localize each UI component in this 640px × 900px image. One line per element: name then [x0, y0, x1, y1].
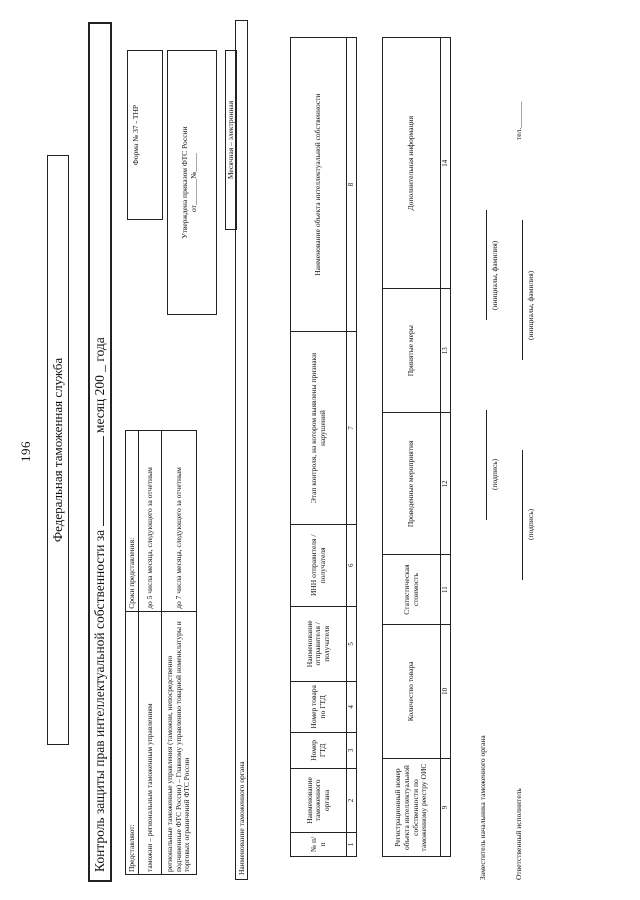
period-blank — [91, 436, 104, 526]
t1-header-2: Наименование таможенного органа — [291, 768, 347, 832]
approval-date: от_______№_____ — [189, 152, 198, 213]
deadlines-header: Сроки представления: — [126, 431, 139, 612]
t1-header-4: Номер товара по ГТД — [291, 681, 347, 732]
t1-header-5: Наименование отправителя / получателя — [291, 606, 347, 681]
phone-label: тел._______ — [514, 101, 523, 140]
service-header — [47, 155, 69, 745]
t2-header-12: Проведенные мероприятия — [383, 413, 441, 555]
t1-header-3: Номер ГТД — [291, 732, 347, 768]
t2-num-11: 11 — [441, 555, 451, 624]
approval-box — [167, 50, 217, 315]
report-title: Контроль защиты прав интеллектуальной собственности за — [92, 529, 107, 872]
executor-initials-caption: (инициалы, фамилия) — [526, 270, 535, 340]
submission-table — [125, 430, 197, 875]
form-number-box — [127, 50, 163, 220]
t1-header-7: Этап контроля, на котором выявлены признаки нарушений — [291, 332, 347, 525]
periodicity: Месячная – электронная — [226, 100, 235, 180]
deputy-name-line — [486, 210, 487, 320]
t2-header-10: Количество товара — [383, 624, 441, 758]
t2-header-13: Принятые меры — [383, 289, 441, 413]
customs-body-label: Наименование таможенного органа — [237, 761, 246, 875]
data-table-2 — [382, 37, 451, 857]
executor-label: Ответственный исполнитель — [514, 788, 523, 880]
t1-header-1: № п/п — [291, 832, 347, 856]
executor-name-line — [522, 220, 523, 360]
t2-num-12: 12 — [441, 413, 451, 555]
t1-header-6: ИНН отправителя / получателя — [291, 524, 347, 606]
t1-num-7: 7 — [347, 332, 357, 525]
deputy-initials-caption: (инициалы, фамилия) — [490, 240, 499, 310]
deputy-signature-label: Заместитель начальника таможенного органа — [478, 735, 487, 880]
t1-num-1: 1 — [347, 832, 357, 856]
presenter-row-2: региональные таможенные управления (таможни, непосредственно подчиненные ФТС России) – Главному управлению товарной номенклатуры и торговых ограничений ФТС России — [162, 611, 197, 874]
t2-header-9: Регистрационный номер объекта интеллектуальной собственности по таможенному реестру ОИС — [383, 759, 441, 857]
t1-num-6: 6 — [347, 524, 357, 606]
t2-num-14: 14 — [441, 38, 451, 289]
t2-num-13: 13 — [441, 289, 451, 413]
presenters-header: Представляют: — [126, 611, 139, 874]
period-suffix: месяц 200 _ года — [92, 337, 107, 434]
t1-num-3: 3 — [347, 732, 357, 768]
approval-text: Утверждена приказом ФТС России — [180, 126, 189, 239]
t1-num-4: 4 — [347, 681, 357, 732]
t1-num-8: 8 — [347, 38, 357, 332]
deadline-row-1: до 5 числа месяца, следующего за отчетным — [139, 431, 162, 612]
t1-num-2: 2 — [347, 768, 357, 832]
t2-num-9: 9 — [441, 759, 451, 857]
t2-header-14: Дополнительная информация — [383, 38, 441, 289]
executor-sign-caption: (подпись) — [526, 508, 535, 540]
deadline-row-2: до 7 числа месяца, следующего за отчетным — [162, 431, 197, 612]
page-number: 196 — [18, 441, 33, 462]
t1-num-5: 5 — [347, 606, 357, 681]
executor-signature-line — [522, 450, 523, 580]
service-name: Федеральная таможенная служба — [50, 357, 65, 543]
form-number: Форма № 37 - ТНР — [131, 104, 140, 166]
customs-body-box — [235, 20, 248, 880]
presenter-row-1: таможни – региональным таможенным управлениям — [139, 611, 162, 874]
t2-header-11: Статистическая стоимость — [383, 555, 441, 624]
t1-header-8: Наименование объекта интеллектуальной собственности — [291, 38, 347, 332]
t2-num-10: 10 — [441, 624, 451, 758]
deputy-sign-caption: (подпись) — [490, 458, 499, 490]
data-table-1 — [290, 37, 357, 857]
deputy-signature-line — [486, 410, 487, 520]
report-title-box — [88, 22, 112, 882]
